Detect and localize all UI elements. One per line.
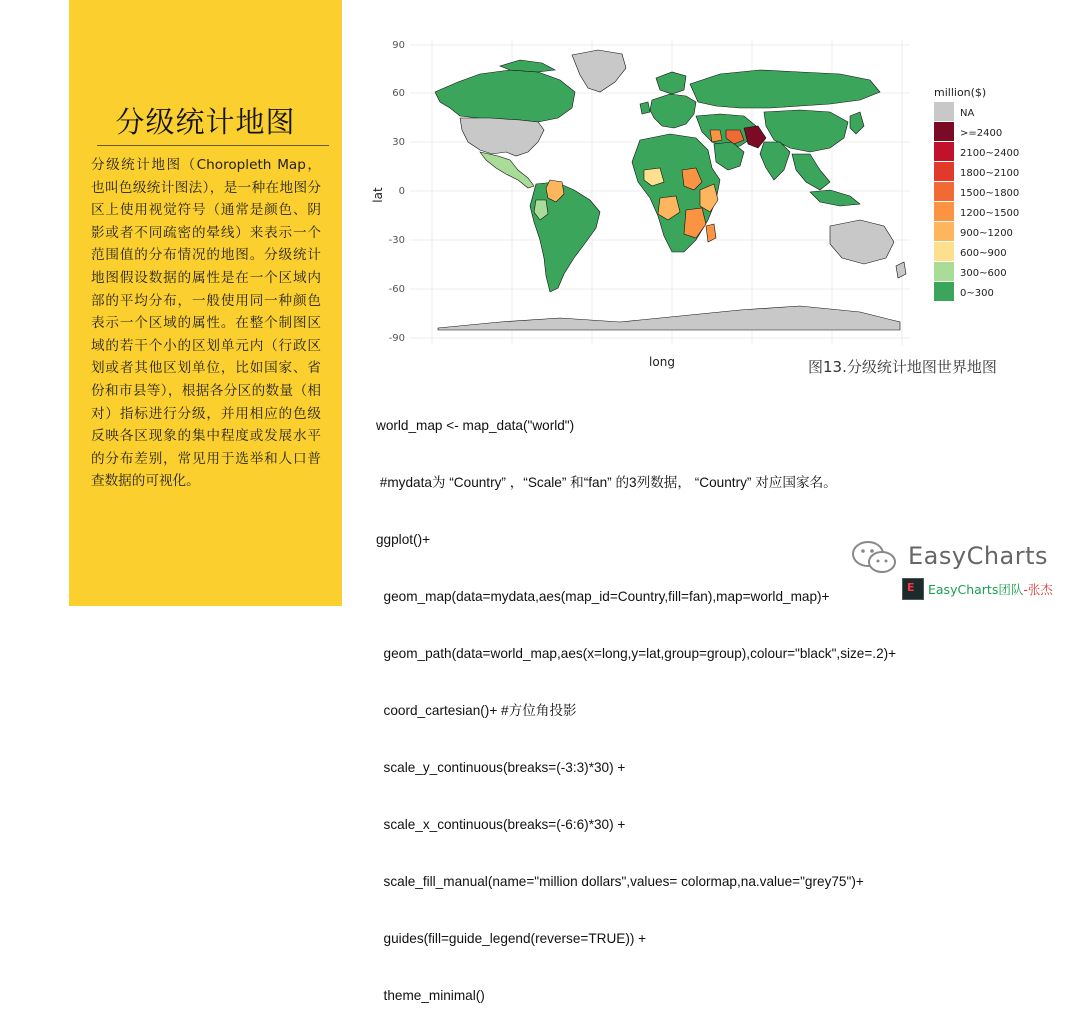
region-indonesia [810, 190, 860, 206]
wechat-icon [850, 538, 900, 578]
legend-label: 0~300 [960, 288, 994, 299]
slide-title: 分级统计地图 [115, 105, 296, 139]
region-southeast-africa [684, 208, 706, 238]
team-name-part: EasyCharts团队 [928, 582, 1024, 597]
code-line: ggplot()+ [376, 532, 431, 547]
figure-caption: 图13.分级统计地图世界地图 [808, 358, 997, 376]
legend-label: >=2400 [960, 128, 1003, 139]
region-canada [435, 70, 575, 122]
region-se-asia [792, 154, 830, 190]
region-mexico [480, 152, 534, 188]
x-axis-label: long [649, 355, 675, 369]
code-line: world_map <- map_data("world") [376, 418, 575, 433]
region-japan [850, 112, 864, 134]
code-line: geom_path(data=world_map,aes(x=long,y=lat,group=group),colour="black",size=.2)+ [376, 646, 897, 661]
code-line: scale_y_continuous(breaks=(-3:3)*30) + [376, 760, 626, 775]
code-line: geom_map(data=mydata,aes(map_id=Country,fill=fan),map=world_map)+ [376, 589, 830, 604]
legend-label: 1200~1500 [960, 208, 1020, 219]
legend-swatch [934, 222, 954, 241]
y-tick-label: -90 [388, 333, 405, 344]
y-tick-label: 90 [392, 40, 405, 51]
legend-label: 900~1200 [960, 228, 1013, 239]
legend-swatch [934, 202, 954, 221]
world-map [435, 50, 906, 330]
legend-swatch [934, 262, 954, 281]
region-russia [690, 70, 880, 108]
legend [934, 102, 1019, 301]
y-axis-label: lat [371, 187, 385, 203]
region-new-zealand [896, 262, 906, 278]
legend-swatch [934, 102, 954, 121]
region-scandinavia [656, 72, 686, 94]
code-line: coord_cartesian()+ #方位角投影 [376, 703, 577, 718]
legend-swatch [934, 122, 954, 141]
team-name [928, 580, 1053, 598]
title-divider [97, 145, 329, 146]
legend-label: 300~600 [960, 268, 1007, 279]
legend-swatch [934, 182, 954, 201]
legend-title: million($) [934, 86, 987, 99]
code-line: scale_fill_manual(name="million dollars",values= colormap,na.value="grey75")+ [376, 874, 864, 889]
legend-label: NA [960, 108, 975, 119]
team-author: -张杰 [1023, 582, 1053, 597]
region-india [760, 142, 790, 180]
legend-label: 1800~2100 [960, 168, 1020, 179]
code-line: theme_minimal() [376, 988, 485, 1003]
region-australia [830, 220, 894, 264]
region-south-america [530, 182, 600, 292]
team-logo: E [902, 578, 924, 600]
code-line: guides(fill=guide_legend(reverse=TRUE)) + [376, 931, 647, 946]
y-tick-label: 30 [392, 137, 405, 148]
code-line: scale_x_continuous(breaks=(-6:6)*30) + [376, 817, 626, 832]
description-text: 分级统计地图（Choropleth Map，也叫色级统计图法），是一种在地图分区上使用视觉符号（通常是颜色、阴影或者不同疏密的晕线）来表示一个范围值的分布情况的地图。分级统计地图假设数据的属性是在一个区域内部的平均分布，一般使用同一种颜色表示一个区域的属性。在整个制图区域的若干个小的区划单元内（行政区划或者其他区划单位，比如国家、省份和市县等），根据各分区的数量（相对）指标进行分级，并用相应的色级反映各区现象的集中程度或发展水平的分布差别，常见用于选举和人口普查数据的可视化。 [91, 157, 321, 490]
region-greenland [572, 50, 626, 92]
y-tick-label: 0 [398, 186, 405, 197]
region-iraq [710, 130, 722, 142]
y-tick-label: 60 [392, 88, 405, 99]
region-antarctica [438, 306, 900, 330]
legend-swatch [934, 282, 954, 301]
choropleth-chart [360, 30, 1060, 374]
region-madagascar [706, 224, 716, 242]
brand-watermark [850, 538, 1070, 578]
region-uk [640, 102, 650, 114]
y-tick-label: -60 [388, 284, 405, 295]
team-credit [902, 576, 1080, 600]
legend-label: 2100~2400 [960, 148, 1020, 159]
brand-name: EasyCharts [908, 542, 1049, 570]
region-usa [460, 118, 544, 156]
y-tick-label: -30 [388, 235, 405, 246]
code-line: #mydata为 “Country” ，“Scale” 和“fan” 的3列数据， “Country” 对应国家名。 [376, 475, 837, 490]
legend-swatch [934, 142, 954, 161]
code-block [376, 378, 1076, 1024]
legend-swatch [934, 162, 954, 181]
left-panel [69, 0, 342, 606]
legend-swatch [934, 242, 954, 261]
region-afghanistan [744, 126, 766, 148]
legend-label: 600~900 [960, 248, 1007, 259]
region-europe [650, 94, 696, 128]
legend-label: 1500~1800 [960, 188, 1020, 199]
